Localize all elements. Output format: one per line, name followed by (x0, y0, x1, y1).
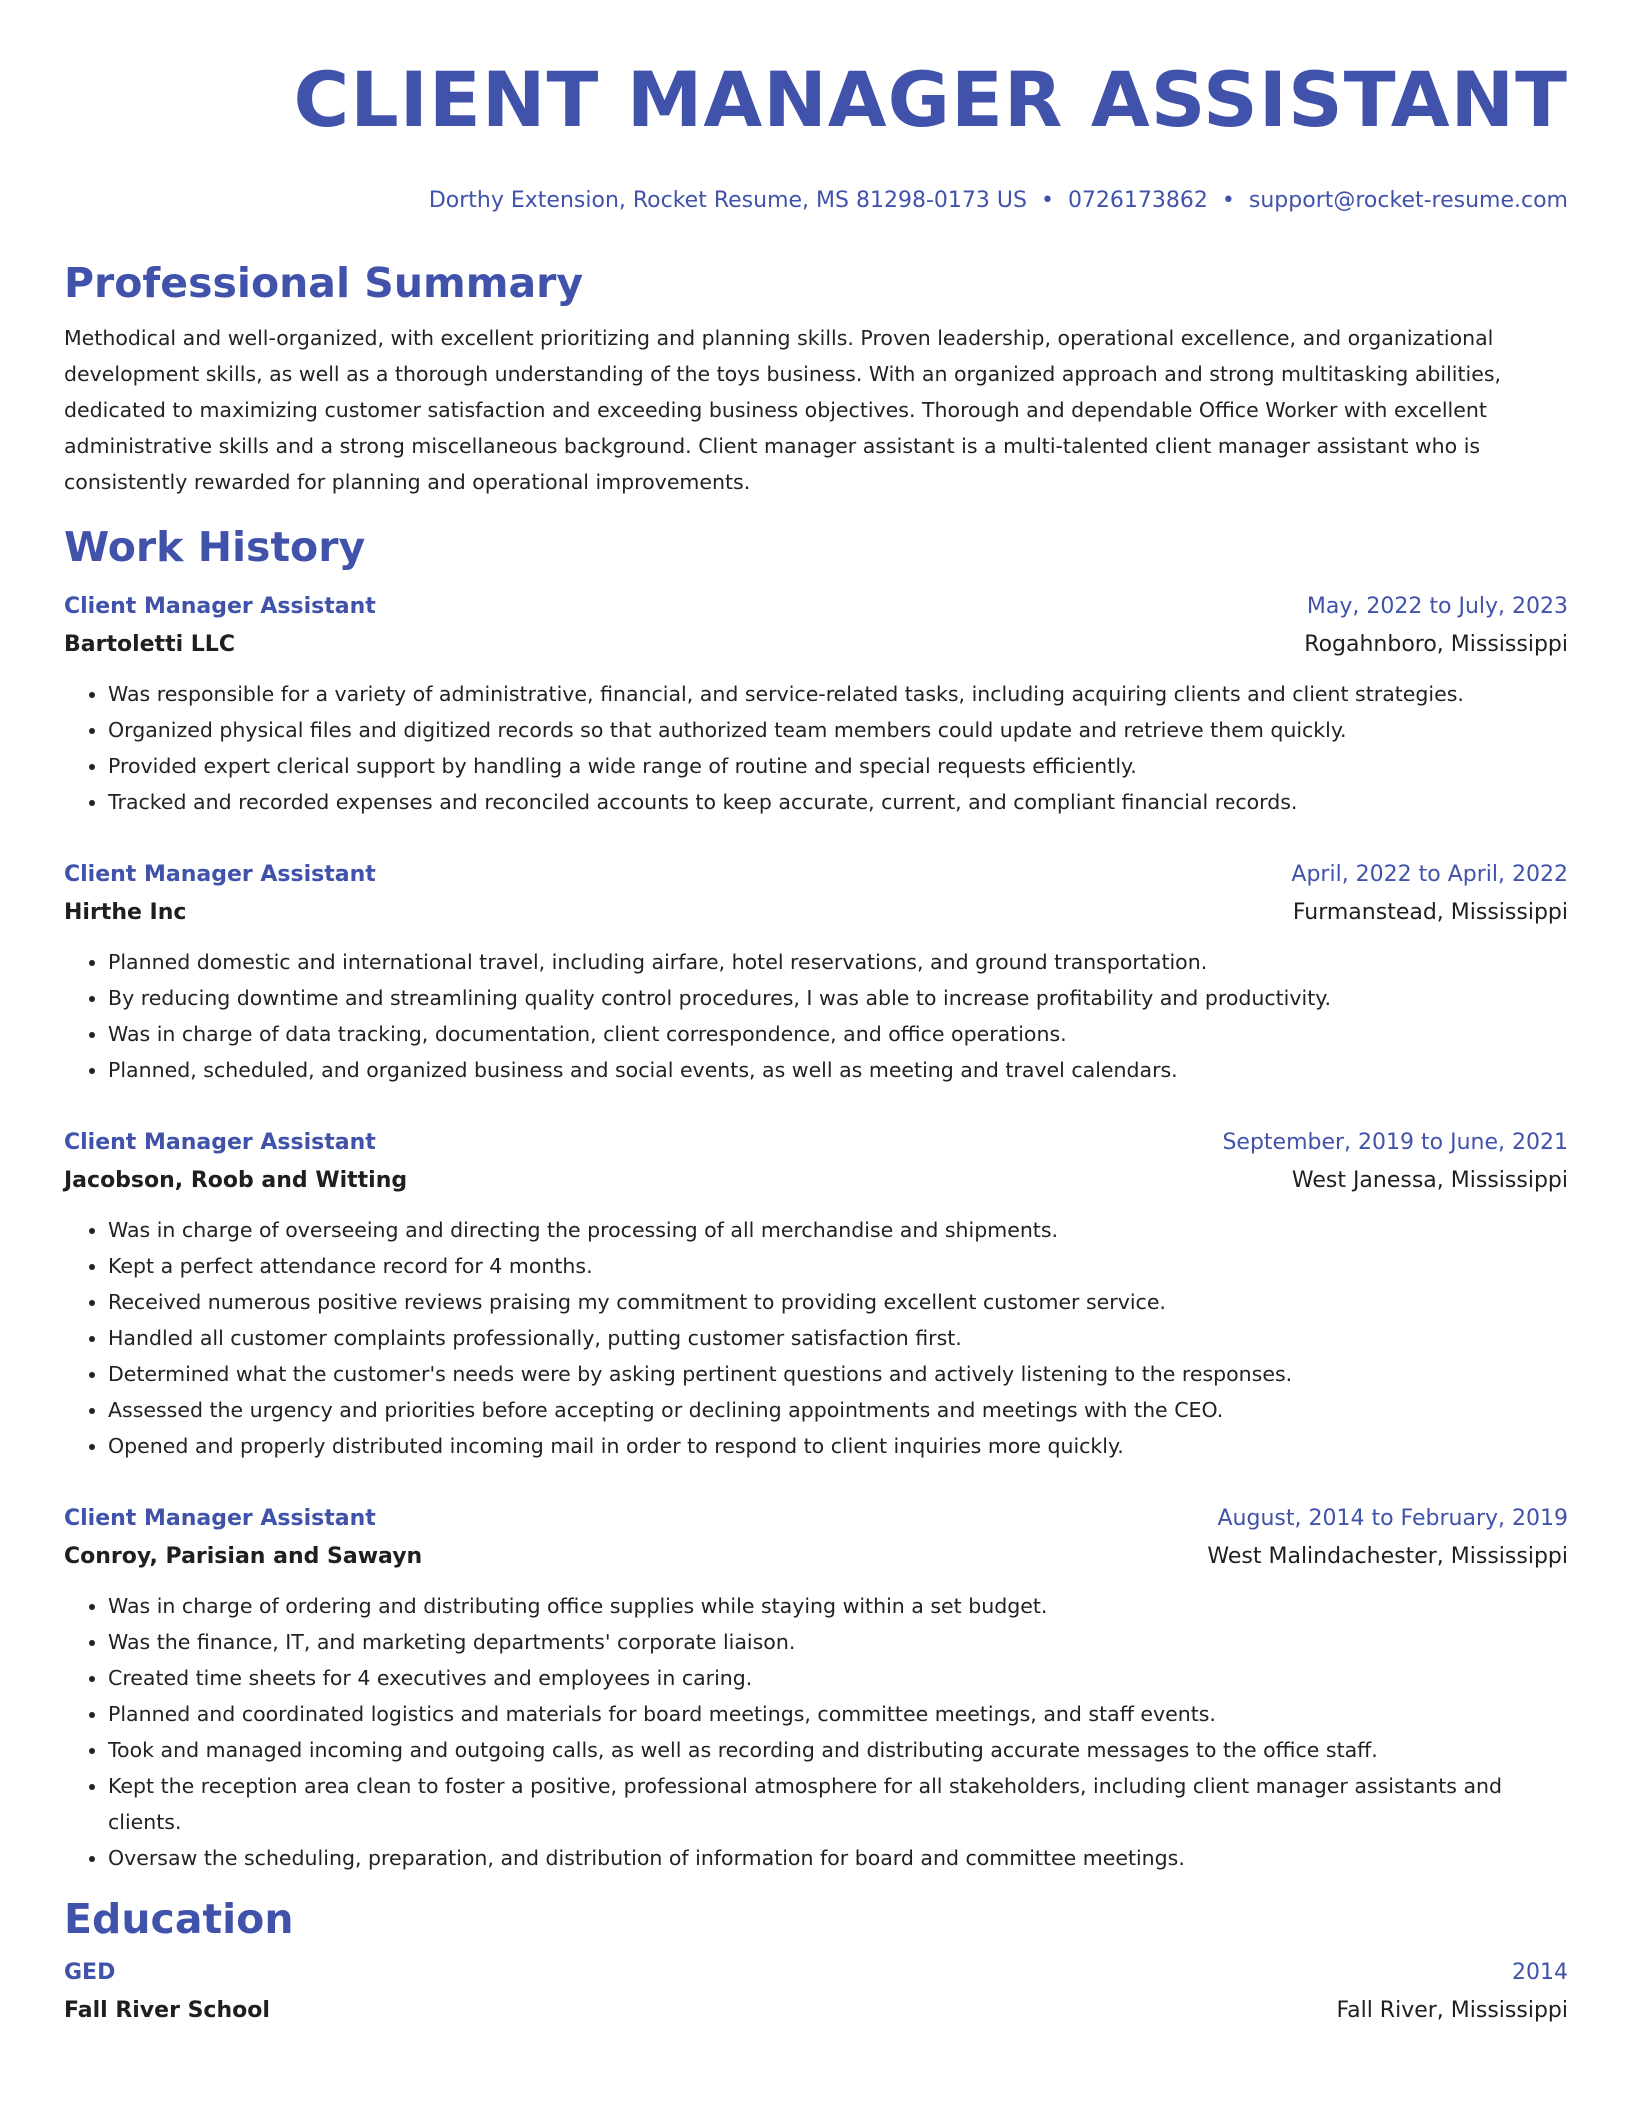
job-entry (64, 856, 1568, 1088)
job-bullet: • Oversaw the scheduling, preparation, and distribution of information for board and committee meetings. (108, 1840, 1568, 1876)
job-bullets (64, 944, 1568, 1088)
job-bullet: • Was the finance, IT, and marketing departments' corporate liaison. (108, 1624, 1568, 1660)
job-employer-row (64, 626, 1568, 664)
job-bullet: • Created time sheets for 4 executives and employees in caring. (108, 1660, 1568, 1696)
job-employer: Bartoletti LLC (64, 632, 235, 657)
job-location: Furmanstead, Mississippi (1292, 900, 1568, 925)
job-employer-row (64, 894, 1568, 932)
job-bullet: • Assessed the urgency and priorities before accepting or declining appointments and meetings with the CEO. (108, 1392, 1568, 1428)
job-bullet: • By reducing downtime and streamlining quality control procedures, I was able to increase profitability and productivity. (108, 980, 1568, 1016)
job-dates: September, 2019 to June, 2021 (1222, 1130, 1568, 1155)
job-bullet: • Was responsible for a variety of administrative, financial, and service-related tasks, including acquiring clients and client strategies. (108, 676, 1568, 712)
education-heading: Education (64, 1895, 294, 1943)
education-year: 2014 (1512, 1960, 1568, 1985)
job-employer-row (64, 1538, 1568, 1576)
job-bullet: • Opened and properly distributed incoming mail in order to respond to client inquiries more quickly. (108, 1428, 1568, 1464)
education-location: Fall River, Mississippi (1336, 1998, 1568, 2023)
job-bullet: • Took and managed incoming and outgoing calls, as well as recording and distributing accurate messages to the office staff. (108, 1732, 1568, 1768)
education-entry (64, 1954, 1568, 2030)
job-bullet: • Was in charge of ordering and distributing office supplies while staying within a set budget. (108, 1588, 1568, 1624)
work-history-heading: Work History (64, 523, 366, 571)
job-title: Client Manager Assistant (64, 1130, 376, 1155)
job-bullet: • Kept the reception area clean to foster a positive, professional atmosphere for all stakeholders, including client manager assistants and clients. (108, 1768, 1568, 1840)
contact-separator: • (1040, 188, 1054, 213)
job-bullet: • Planned, scheduled, and organized business and social events, as well as meeting and travel calendars. (108, 1052, 1568, 1088)
job-bullets (64, 1212, 1568, 1464)
job-title-row (64, 1500, 1568, 1538)
contact-phone: 0726173862 (1067, 188, 1208, 213)
candidate-name: CLIENT MANAGER ASSISTANT (293, 55, 1568, 144)
job-entry (64, 1124, 1568, 1464)
education-school: Fall River School (64, 1998, 270, 2023)
job-title-row (64, 1124, 1568, 1162)
summary-heading: Professional Summary (64, 259, 584, 307)
job-title-row (64, 588, 1568, 626)
job-title: Client Manager Assistant (64, 1506, 376, 1531)
job-bullet: • Was in charge of overseeing and directing the processing of all merchandise and shipments. (108, 1212, 1568, 1248)
job-employer-row (64, 1162, 1568, 1200)
education-degree: GED (64, 1960, 116, 1985)
job-bullets (64, 1588, 1568, 1876)
job-title: Client Manager Assistant (64, 862, 376, 887)
job-bullet: • Determined what the customer's needs were by asking pertinent questions and actively listening to the responses. (108, 1356, 1568, 1392)
job-bullet: • Planned domestic and international travel, including airfare, hotel reservations, and ground transportation. (108, 944, 1568, 980)
job-title: Client Manager Assistant (64, 594, 376, 619)
job-bullet: • Received numerous positive reviews praising my commitment to providing excellent customer service. (108, 1284, 1568, 1320)
contact-separator: • (1221, 188, 1235, 213)
job-employer: Hirthe Inc (64, 900, 187, 925)
job-bullet: • Planned and coordinated logistics and materials for board meetings, committee meetings, and staff events. (108, 1696, 1568, 1732)
job-bullet: • Tracked and recorded expenses and reconciled accounts to keep accurate, current, and compliant financial records. (108, 784, 1568, 820)
job-location: West Malindachester, Mississippi (1207, 1544, 1568, 1569)
job-entry (64, 588, 1568, 820)
job-bullets (64, 676, 1568, 820)
job-location: Rogahnboro, Mississippi (1304, 632, 1568, 657)
education-degree-row (64, 1954, 1568, 1992)
job-dates: April, 2022 to April, 2022 (1291, 862, 1568, 887)
job-location: West Janessa, Mississippi (1291, 1168, 1568, 1193)
job-dates: May, 2022 to July, 2023 (1306, 594, 1568, 619)
job-employer: Conroy, Parisian and Sawayn (64, 1544, 423, 1569)
job-entry (64, 1500, 1568, 1876)
contact-address: Dorthy Extension, Rocket Resume, MS 81298-0173 US (428, 188, 1027, 213)
summary-text: Methodical and well-organized, with excellent prioritizing and planning skills. Proven leadership, operational excellence, and organizational development skills, as well as a thorough understanding of the toys business. With an organized approach and strong multitasking abilities, dedicated to maximizing customer satisfaction and exceeding business objectives. Thorough and dependable Office Worker with excellent administrative skills and a strong miscellaneous background. Client manager assistant is a multi-talented client manager assistant who is consistently rewarded for planning and operational improvements. (64, 326, 1502, 494)
job-bullet: • Organized physical files and digitized records so that authorized team members could update and retrieve them quickly. (108, 712, 1568, 748)
education-school-row (64, 1992, 1568, 2030)
job-title-row (64, 856, 1568, 894)
job-bullet: • Handled all customer complaints professionally, putting customer satisfaction first. (108, 1320, 1568, 1356)
contact-line (64, 186, 1568, 216)
job-bullet: • Was in charge of data tracking, documentation, client correspondence, and office operations. (108, 1016, 1568, 1052)
job-employer: Jacobson, Roob and Witting (64, 1168, 408, 1193)
job-bullet: • Provided expert clerical support by handling a wide range of routine and special requests efficiently. (108, 748, 1568, 784)
job-bullet: • Kept a perfect attendance record for 4 months. (108, 1248, 1568, 1284)
job-dates: August, 2014 to February, 2019 (1217, 1506, 1568, 1531)
contact-email: support@rocket-resume.com (1248, 188, 1568, 213)
